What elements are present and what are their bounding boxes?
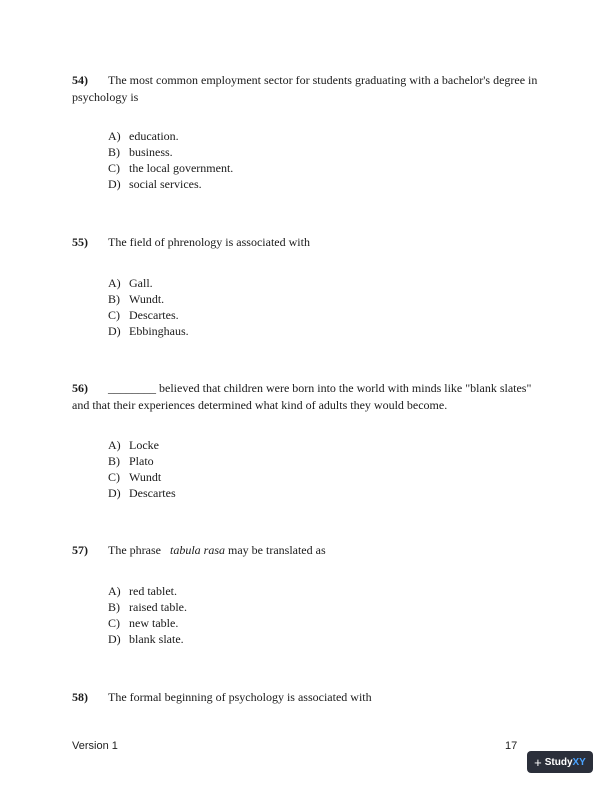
option-letter: B) [108,292,120,306]
option-c[interactable] [108,160,233,176]
option-text: Wundt. [129,292,165,306]
option-c[interactable] [108,469,176,485]
stem-text-after: may be translated as [228,543,326,557]
question-54 [72,72,542,106]
options-list-54 [108,128,233,192]
option-letter: B) [108,454,120,468]
option-c[interactable] [108,615,187,631]
question-number: 55) [72,235,88,249]
option-d[interactable] [108,176,233,192]
option-letter: A) [108,276,121,290]
question-stem: The formal beginning of psychology is associated with [108,690,372,704]
options-list-55 [108,275,189,339]
question-stem: ________ believed that children were born into the world with minds like "blank slates" and that their experiences determined what kind of adults they would become. [72,381,532,412]
question-stem: The most common employment sector for students graduating with a bachelor's degree in psychology is [72,73,538,104]
question-stem [108,543,326,557]
option-letter: D) [108,632,121,646]
option-text: education. [129,129,179,143]
option-letter: C) [108,470,120,484]
option-a[interactable] [108,437,176,453]
option-d[interactable] [108,485,176,501]
stem-text-before: The phrase [108,543,161,557]
option-letter: C) [108,161,120,175]
option-letter: B) [108,145,120,159]
question-57 [72,542,542,559]
option-text: red tablet. [129,584,177,598]
option-text: Plato [129,454,154,468]
option-a[interactable] [108,275,189,291]
question-58 [72,689,542,706]
option-a[interactable] [108,583,187,599]
option-letter: C) [108,308,120,322]
option-letter: A) [108,584,121,598]
option-text: business. [129,145,173,159]
question-stem: The field of phrenology is associated with [108,235,310,249]
option-letter: D) [108,177,121,191]
studyxy-badge[interactable] [527,751,593,773]
option-b[interactable] [108,453,176,469]
stem-italic-phrase: tabula rasa [169,543,225,557]
option-text: Descartes [129,486,176,500]
footer-version: Version 1 [72,740,118,752]
option-c[interactable] [108,307,189,323]
option-letter: D) [108,324,121,338]
options-list-57 [108,583,187,647]
option-text: Descartes. [129,308,179,322]
option-b[interactable] [108,599,187,615]
option-letter: A) [108,129,121,143]
option-text: Locke [129,438,159,452]
option-text: Wundt [129,470,162,484]
option-b[interactable] [108,291,189,307]
option-d[interactable] [108,631,187,647]
option-letter: C) [108,616,120,630]
brand-name-accent: XY [572,756,586,768]
footer-page-number: 17 [505,740,518,752]
option-letter: B) [108,600,120,614]
option-a[interactable] [108,128,233,144]
plus-icon: + [534,754,542,770]
option-text: new table. [129,616,179,630]
question-56 [72,380,542,414]
option-d[interactable] [108,323,189,339]
option-text: social services. [129,177,202,191]
option-letter: D) [108,486,121,500]
option-text: Gall. [129,276,153,290]
options-list-56 [108,437,176,501]
option-text: Ebbinghaus. [129,324,189,338]
question-number: 56) [72,381,88,395]
option-text: the local government. [129,161,234,175]
question-number: 58) [72,690,88,704]
brand-name [545,757,586,768]
brand-name-main: Study [544,756,573,768]
option-b[interactable] [108,144,233,160]
question-number: 54) [72,73,88,87]
option-text: blank slate. [129,632,184,646]
option-text: raised table. [129,600,187,614]
question-number: 57) [72,543,88,557]
question-55 [72,234,542,251]
option-letter: A) [108,438,121,452]
